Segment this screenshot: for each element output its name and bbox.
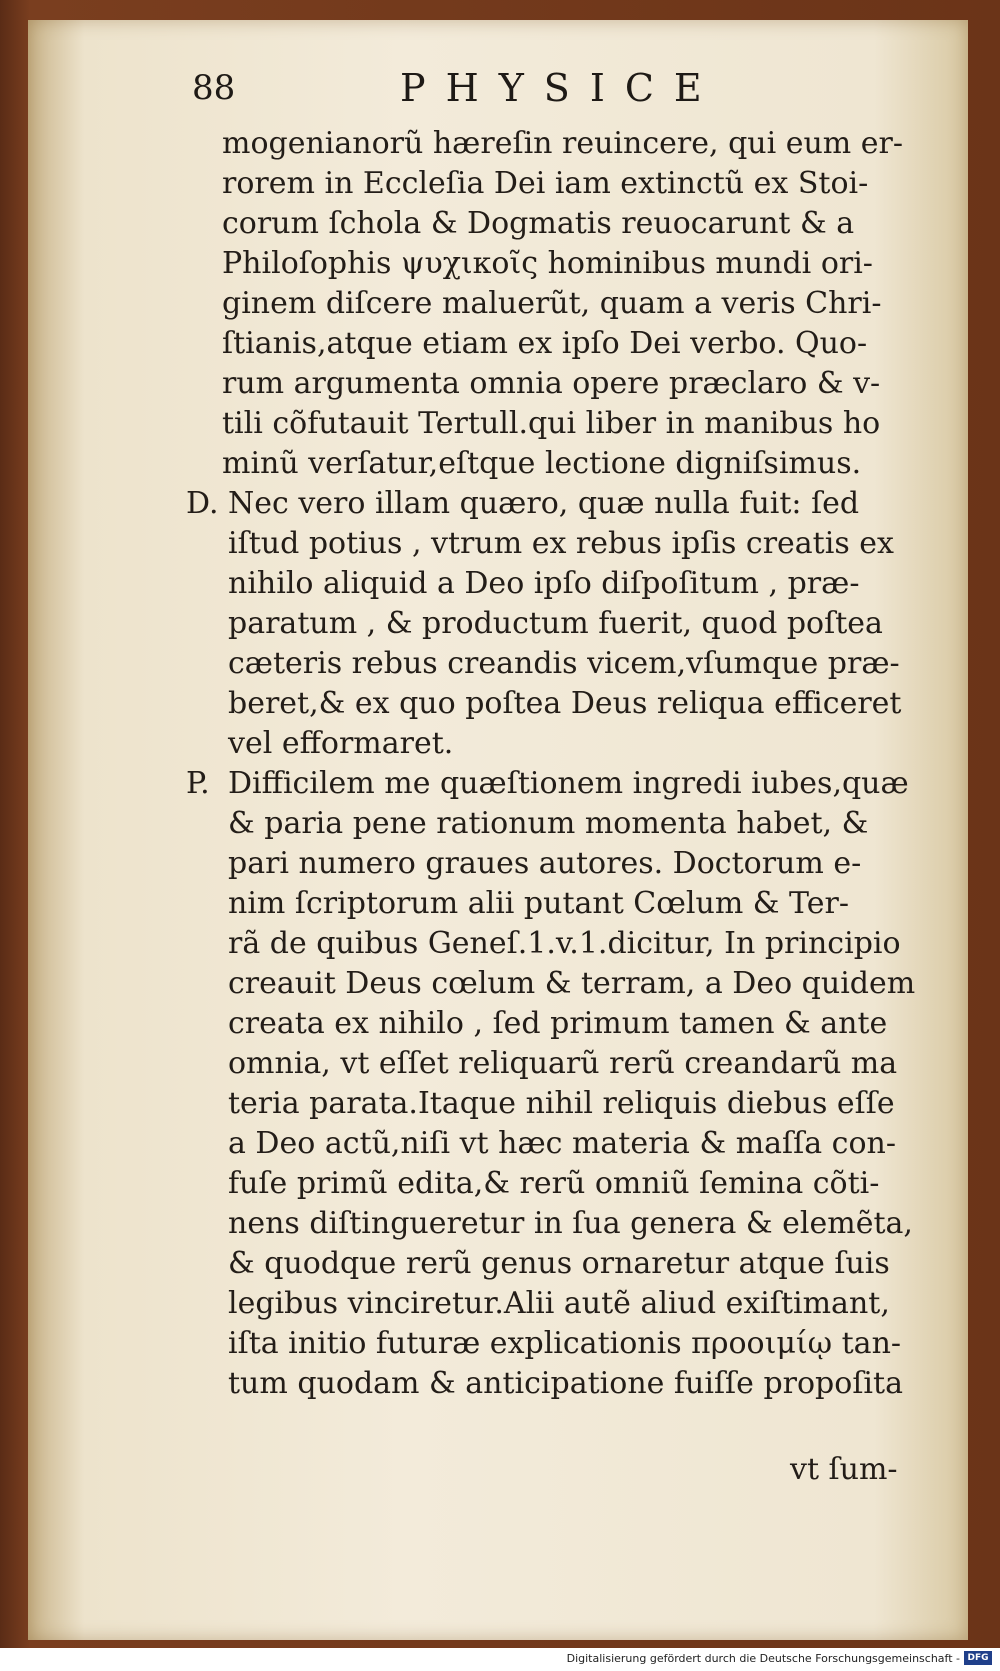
catchword: vt ſum-	[790, 1452, 898, 1487]
text-line: paratum , & productum fuerit, quod poſtea	[228, 606, 883, 641]
text-line: rã de quibus Geneſ.1.v.1.dicitur, In principio	[228, 926, 901, 961]
footer-bar	[0, 1648, 1000, 1671]
text-line: fuſe primũ edita,& rerũ omniũ ſemina cõti-	[228, 1166, 880, 1201]
text-line: iſtud potius , vtrum ex rebus ipſis creatis ex	[228, 526, 894, 561]
text-line: ſtianis,atque etiam ex ipſo Dei verbo. Quo-	[222, 326, 868, 361]
text-line: nim ſcriptorum alii putant Cœlum & Ter-	[228, 886, 849, 921]
running-head: PHYSICE	[400, 66, 722, 110]
text-line: nens diſtingueretur in ſua genera & elemẽta,	[228, 1206, 913, 1241]
text-line: cæteris rebus creandis vicem,vſumque præ-	[228, 646, 900, 681]
text-line: vel efformaret.	[228, 726, 454, 761]
text-line: beret,& ex quo poſtea Deus reliqua efficeret	[228, 686, 902, 721]
text-line: & quodque rerũ genus ornaretur atque ſuis	[228, 1246, 890, 1281]
text-line: Nec vero illam quæro, quæ nulla fuit: ſed	[228, 486, 860, 521]
text-line: ginem diſcere maluerũt, quam a veris Chri-	[222, 286, 882, 321]
text-line: minũ verſatur,eſtque lectione digniſsimus.	[222, 446, 862, 481]
text-line: legibus vinciretur.Alii autẽ aliud exiſtimant,	[228, 1286, 890, 1321]
text-line: Difficilem me quæſtionem ingredi iubes,quæ	[228, 766, 909, 801]
text-line: pari numero graues autores. Doctorum e-	[228, 846, 862, 881]
text-line: nihilo aliquid a Deo ipſo diſpoſitum , præ-	[228, 566, 860, 601]
text-line: corum ſchola & Dogmatis reuocarunt & a	[222, 206, 855, 241]
dfg-logo: DFG	[964, 1651, 992, 1665]
speaker-label-d: D.	[186, 486, 219, 521]
text-line: Philoſophis ψυχικοῖς hominibus mundi ori-	[222, 246, 873, 281]
text-line: rorem in Eccleſia Dei iam extinctũ ex Stoi-	[222, 166, 869, 201]
text-line: tili cõfutauit Tertull.qui liber in manibus ho	[222, 406, 881, 441]
footer-credit: Digitalisierung gefördert durch die Deutsche Forschungsgemeinschaft -	[566, 1652, 960, 1665]
text-line: creata ex nihilo , ſed primum tamen & ante	[228, 1006, 888, 1041]
text-line: & paria pene rationum momenta habet, &	[228, 806, 869, 841]
text-line: creauit Deus cœlum & terram, a Deo quidem	[228, 966, 916, 1001]
text-line: mogenianorũ hæreſin reuincere, qui eum er-	[222, 126, 904, 161]
text-line: teria parata.Itaque nihil reliquis diebus eſſe	[228, 1086, 895, 1121]
text-line: iſta initio futuræ explicationis προοιμίῳ tan-	[228, 1326, 902, 1361]
text-line: a Deo actũ,niſi vt hæc materia & maſſa con-	[228, 1126, 896, 1161]
text-line: rum argumenta omnia opere præclaro & v-	[222, 366, 881, 401]
text-line: omnia, vt eſſet reliquarũ rerũ creandarũ ma	[228, 1046, 898, 1081]
page-number: 88	[192, 68, 236, 108]
text-line: tum quodam & anticipatione fuiſſe propoſita	[228, 1366, 903, 1401]
speaker-label-p: P.	[186, 766, 210, 801]
